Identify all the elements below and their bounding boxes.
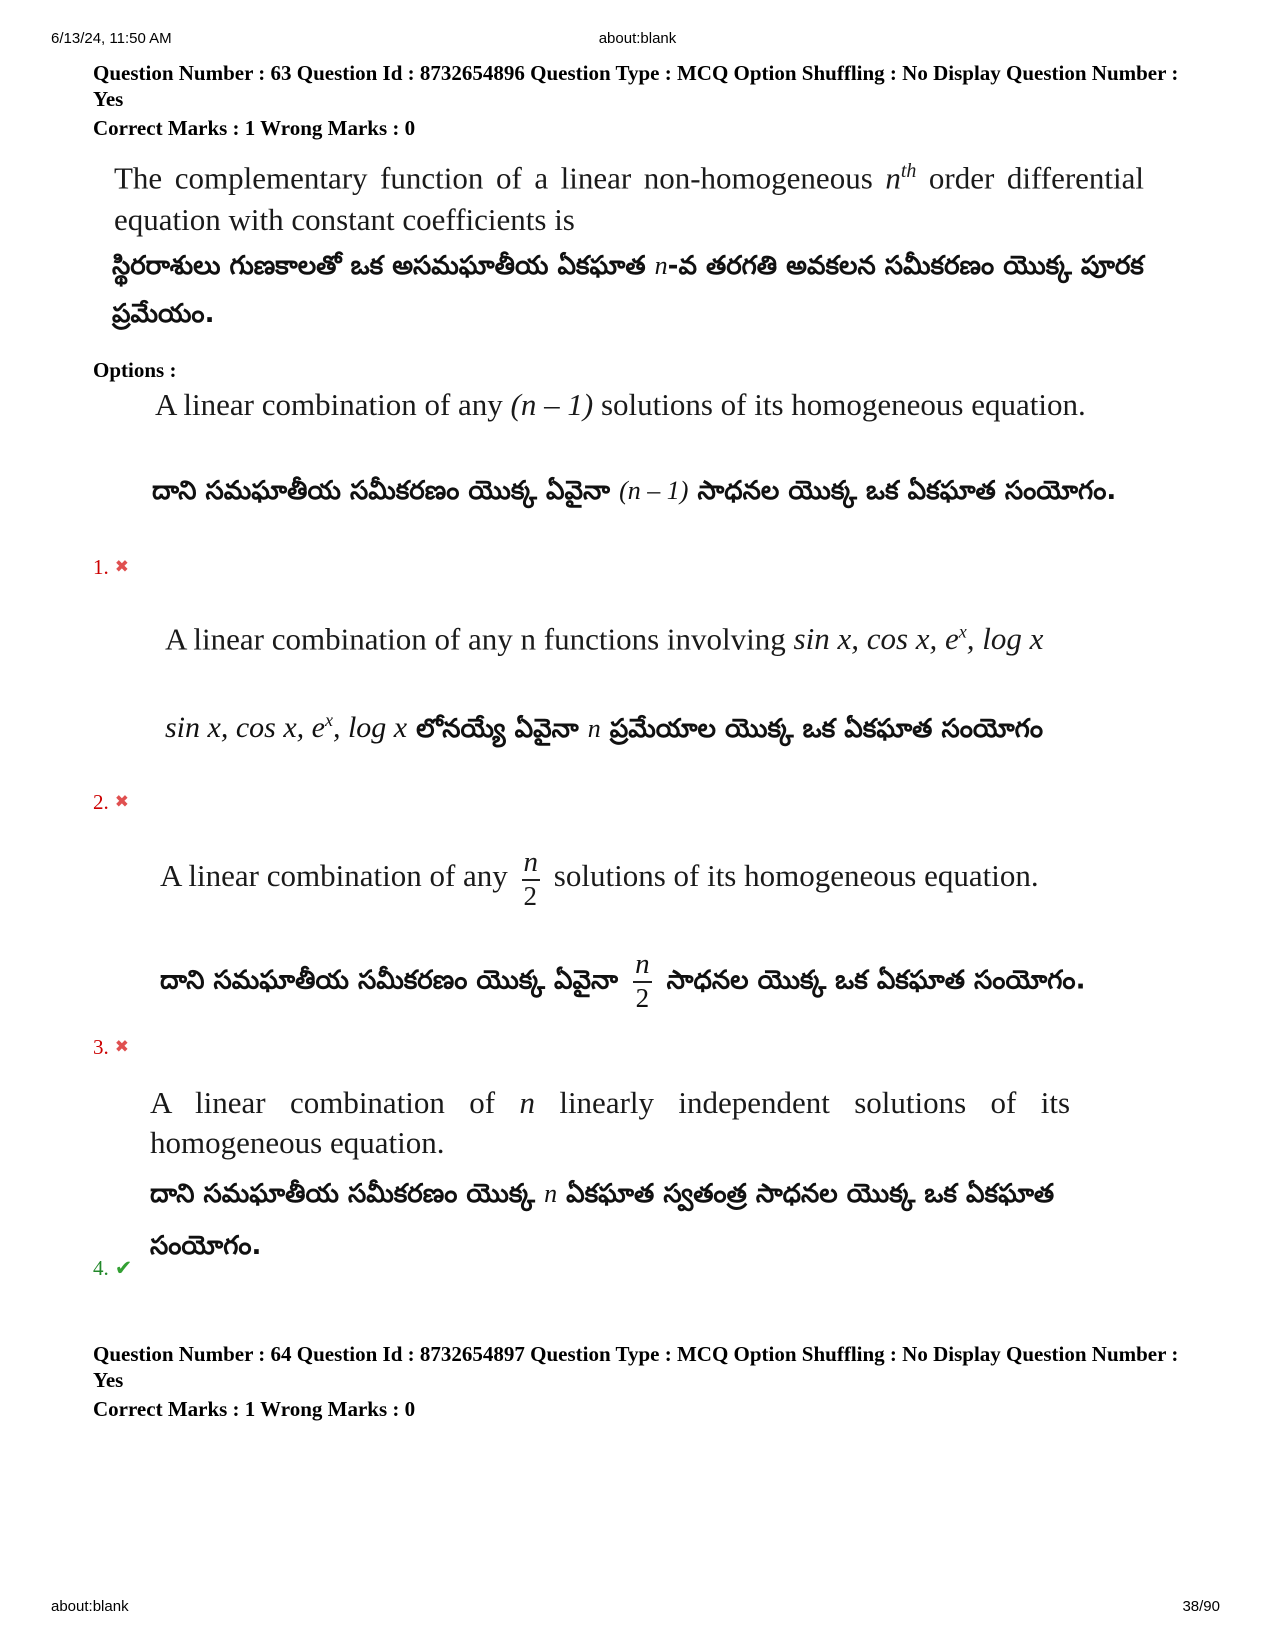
option-1-english xyxy=(155,385,1095,425)
option-number-label: 4. xyxy=(93,1256,109,1280)
stem-math-th: th xyxy=(900,160,917,182)
option-math: (n – 1) xyxy=(510,387,594,422)
stem-text-part: The complementary function of a linear non-homogeneous xyxy=(114,160,873,196)
option-telugu-part: సాధనల యొక్క ఒక ఏకఘాత సంయోగం. xyxy=(666,965,1086,996)
option-text-part: A linear combination of any n functions involving xyxy=(165,621,786,657)
cross-icon: ✖ xyxy=(114,557,129,577)
option-4-telugu xyxy=(150,1168,1080,1272)
option-number-label: 3. xyxy=(93,1035,109,1059)
options-label: Options : xyxy=(93,358,177,382)
option-4-number xyxy=(93,1256,132,1281)
question-63-marks: Correct Marks : 1 Wrong Marks : 0 xyxy=(93,116,416,140)
fraction-denominator: 2 xyxy=(635,983,650,1013)
option-telugu-part: ప్రమేయాల యొక్క ఒక ఏకఘాత సంయోగం xyxy=(609,714,1044,744)
option-1-telugu xyxy=(152,465,1152,517)
option-telugu-part: దాని సమఘాతీయ సమీకరణం యొక్క ఏవైనా xyxy=(160,965,619,996)
option-math-n: n xyxy=(544,1179,558,1208)
option-math-part: , log x xyxy=(332,711,408,744)
option-text-part: solutions of its homogeneous equation. xyxy=(553,858,1039,894)
option-telugu-part: లోనయ్యే ఏవైనా xyxy=(416,714,579,744)
option-math-n: n xyxy=(587,714,601,743)
print-url: about:blank xyxy=(598,30,677,47)
question-63-stem-telugu xyxy=(112,242,1192,338)
fraction-n-over-2 xyxy=(522,848,541,910)
option-math-sup: x xyxy=(324,710,333,730)
option-3-telugu xyxy=(160,950,1160,1012)
option-telugu-part: దాని సమఘాతీయ సమీకరణం యొక్క xyxy=(150,1179,535,1209)
option-math-part: , log x xyxy=(966,621,1044,657)
fraction-numerator: n xyxy=(523,846,539,878)
option-math-part: sin x, cos x, e xyxy=(793,621,959,657)
question-63-meta: Question Number : 63 Question Id : 8732654896 Question Type : MCQ Option Shuffling : No Display Question Number : Yes xyxy=(93,61,1179,111)
option-text-part: linearly independent solutions of its homogeneous equation. xyxy=(150,1085,1071,1160)
option-2-telugu xyxy=(165,694,1165,755)
stem-telugu-part: స్థిరరాశులు గుణకాలతో ఒక అసమఘాతీయ ఏకఘాత xyxy=(112,251,646,281)
option-text-part: A linear combination of any xyxy=(160,858,508,894)
stem-math-n: n xyxy=(885,160,901,196)
option-math: (n – 1) xyxy=(619,476,689,505)
check-icon: ✔ xyxy=(114,1256,133,1280)
option-text-part: A linear combination of any xyxy=(155,387,503,422)
cross-icon: ✖ xyxy=(114,792,129,812)
stem-telugu-part: -వ తరగతి అవకలన సమీకరణం యొక్క పూరక ప్రమేయం. xyxy=(112,251,1144,329)
option-2-number xyxy=(93,790,129,815)
option-telugu-part: దాని సమఘాతీయ సమీకరణం యొక్క ఏవైనా xyxy=(152,476,611,506)
option-math-part: sin x, cos x, e xyxy=(165,711,325,744)
stem-telugu-math-n: n xyxy=(654,251,668,280)
fraction-numerator: n xyxy=(635,948,650,980)
option-3-number xyxy=(93,1035,129,1060)
option-telugu-part: ఏకఘాత స్వతంత్ర సాధనల యొక్క ఒక ఏకఘాత సంయోగం. xyxy=(150,1179,1055,1261)
page-number: 38/90 xyxy=(1182,1598,1220,1615)
fraction-denominator: 2 xyxy=(523,881,538,911)
option-text-part: solutions of its homogeneous equation. xyxy=(600,387,1086,422)
option-telugu-part: సాధనల యొక్క ఒక ఏకఘాత సంయోగం. xyxy=(697,476,1117,506)
option-2-english xyxy=(165,612,1105,659)
option-4-english xyxy=(150,1083,1070,1163)
cross-icon: ✖ xyxy=(114,1037,129,1057)
option-math xyxy=(794,621,1044,656)
question-64-meta: Question Number : 64 Question Id : 8732654897 Question Type : MCQ Option Shuffling : No Display Question Number : Yes xyxy=(93,1342,1179,1392)
option-math xyxy=(165,711,407,744)
fraction-n-over-2 xyxy=(633,950,652,1012)
question-63-stem-english xyxy=(114,150,1144,241)
option-math-sup: x xyxy=(958,622,967,642)
print-datetime: 6/13/24, 11:50 AM xyxy=(51,30,172,47)
option-number-label: 1. xyxy=(93,555,109,579)
footer-url: about:blank xyxy=(51,1598,129,1615)
stem-text-part: order differential equation with constant coefficients is xyxy=(114,160,1145,238)
option-math-n: n xyxy=(519,1085,535,1120)
option-text-part: A linear combination of xyxy=(150,1085,496,1120)
question-64-marks: Correct Marks : 1 Wrong Marks : 0 xyxy=(93,1397,416,1421)
option-1-number xyxy=(93,555,129,580)
option-number-label: 2. xyxy=(93,790,109,814)
option-3-english xyxy=(160,848,1100,910)
